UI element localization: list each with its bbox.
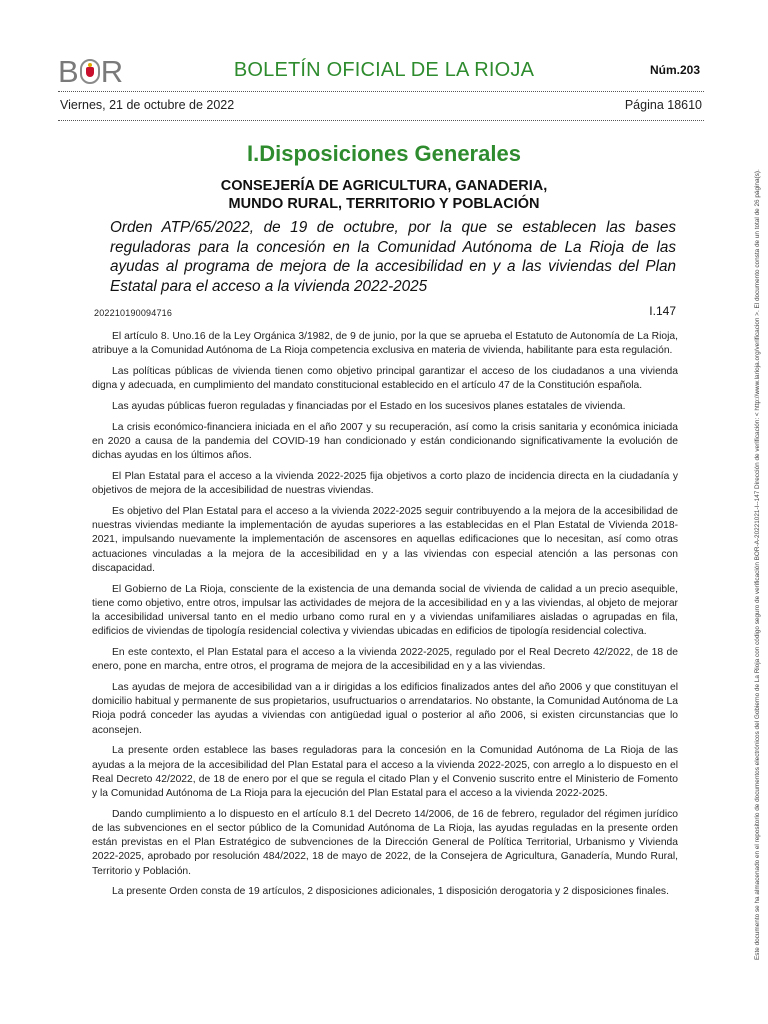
paragraph: Las políticas públicas de vivienda tienen como objetivo principal garantizar el acceso de los ciudadanos a una vivienda digna y adecuada, en cumplimiento del mandato constitucional establecido en el artículo 47 de la Constitución española. (92, 366, 678, 392)
order-title: Orden ATP/65/2022, de 19 de octubre, por la que se establecen las bases reguladoras para la concesión en la Comunidad Autónoma de La Rioja de las ayudas al programa de mejora de la accesibilidad en y a las viviendas del Plan Estatal para el acceso a la vivienda 2022-2025 (110, 219, 676, 295)
verification-sidebar: Este documento se ha almacenado en el repositorio de documentos electrónicos del Gobierno de La Rioja con código seguro de verificación BOR-A-20221021-I--147 Dirección de verificación: < http://www.larioja.org/verificacion >. El documento consta de un total de 26 página(s). (754, 169, 761, 960)
paragraph: La presente orden establece las bases reguladoras para la concesión en la Comunidad Autónoma de La Rioja de las ayudas a la mejora de la accesibilidad del Plan Estatal para el acceso a la vivienda 2022-2025, con arreglo a lo dispuesto en el Real Decreto 42/2022, de 18 de enero por el que se regula el citado Plan y el Convenio suscrito entre el Ministerio de Fomento y la Comunidad Autónoma de La Rioja para la ejecución del Plan Estatal para el acceso a la vivienda 2022-2025. (92, 745, 678, 800)
paragraph: Las ayudas de mejora de accesibilidad van a ir dirigidas a los edificios finalizados antes del año 2006 y que constituyan el domicilio habitual y permanente de sus propietarios, usufructuarios o arrendatarios. No obstante, la Comunidad Autónoma de La Rioja podrá conceder las ayudas a viviendas con antigüedad igual o posterior al año 2006, si existen circunstancias que lo aconsejen. (92, 682, 678, 736)
paragraph: Dando cumplimiento a lo dispuesto en el artículo 8.1 del Decreto 14/2006, de 16 de febrero, regulador del régimen jurídico de las subvenciones en el sector público de la Comunidad Autónoma de La Rioja, las ayudas reguladas en la presente orden están previstas en el Plan Estratégico de subvenciones de la Dirección General de Política Territorial, Urbanismo y Vivienda 2022-2025, aprobado por resolución 484/2022, 18 de mayo de 2022, de la Consejera de Agricultura, Ganadería, Mundo Rural, Territorio y Población. (92, 808, 678, 877)
paragraph: El Plan Estatal para el acceso a la vivienda 2022-2025 fija objetivos a corto plazo de incidencia directa en la ciudadanía y objetivos de mejora de la accesibilidad de nuestras viviendas. (92, 471, 678, 497)
ministry-heading (0, 177, 768, 213)
paragraph: Es objetivo del Plan Estatal para el acceso a la vivienda 2022-2025 seguir contribuyendo a la mejora de la accesibilidad de nuestras viviendas mediante la implementación de ayudas superiores a las establecidas en el Plan Estatal de Vivienda 2018-2021, impulsando nuevamente la implementación de ascensores en aquellas edificaciones que lo necesitan, así como otras actuaciones vinculadas a la mejora de la accesibilidad en y a las viviendas con especial atención a las personas con discapacidad. (92, 506, 678, 574)
header-divider-top (58, 91, 704, 92)
reference-number: I.147 (649, 304, 676, 318)
paragraph: La crisis económico-financiera iniciada en el año 2007 y su recuperación, así como la crisis sanitaria y económica iniciada en 2020 a causa de la pandemia del COVID-19 han condicionado y están condicionando significativamente la evolución de dichas ayudas en los últimos años. (92, 421, 678, 462)
header-divider-bottom (58, 120, 704, 121)
body-text (92, 330, 678, 906)
issue-number: Núm.203 (649, 63, 700, 77)
gazette-title: BOLETÍN OFICIAL DE LA RIOJA (233, 59, 535, 81)
logo-letter-b: B (58, 53, 79, 89)
paragraph: El Gobierno de La Rioja, consciente de la existencia de una demanda social de vivienda de calidad a un precio asequible, tiene como objetivo, entre otros, impulsar las actividades de mejora de la accesibilidad en y a las viviendas, al objeto de mejorar la accesibilidad universal tanto en el medio urbano como rural en y a viviendas unifamiliares aisladas o agrupadas en fila, edificios de viviendas de tipología residencial colectiva y viviendas ubicadas en edificios de tipología residencial colectiva. (92, 583, 678, 638)
publication-date: Viernes, 21 de octubre de 2022 (60, 98, 235, 112)
ministry-line-1: CONSEJERÍA DE AGRICULTURA, GANADERIA, (220, 178, 548, 194)
paragraph: La presente Orden consta de 19 artículos, 2 disposiciones adicionales, 1 disposición derogatoria y 2 disposiciones finales. (112, 886, 669, 898)
paragraph: Las ayudas públicas fueron reguladas y financiadas por el Estado en los sucesivos planes estatales de vivienda. (112, 401, 626, 412)
ministry-line-2: MUNDO RURAL, TERRITORIO Y POBLACIÓN (228, 196, 540, 212)
document-code: 202210190094716 (94, 308, 173, 318)
section-title: I.Disposiciones Generales (247, 141, 521, 166)
paragraph: El artículo 8. Uno.16 de la Ley Orgánica 3/1982, de 9 de junio, por la que se aprueba el Estatuto de Autonomía de La Rioja, atribuye a la Comunidad Autónoma de La Rioja competencia exclusiva en materia de vivienda, habilitante para esta regulación. (92, 331, 678, 357)
page-number: Página 18610 (624, 98, 702, 112)
paragraph: En este contexto, el Plan Estatal para el acceso a la vivienda 2022-2025, regulado por el Real Decreto 42/2022, de 18 de enero, pone en marcha, entre otros, el programa de mejora de la accesibilidad en y a las viviendas. (92, 647, 678, 673)
logo-letter-r: R (100, 53, 124, 89)
